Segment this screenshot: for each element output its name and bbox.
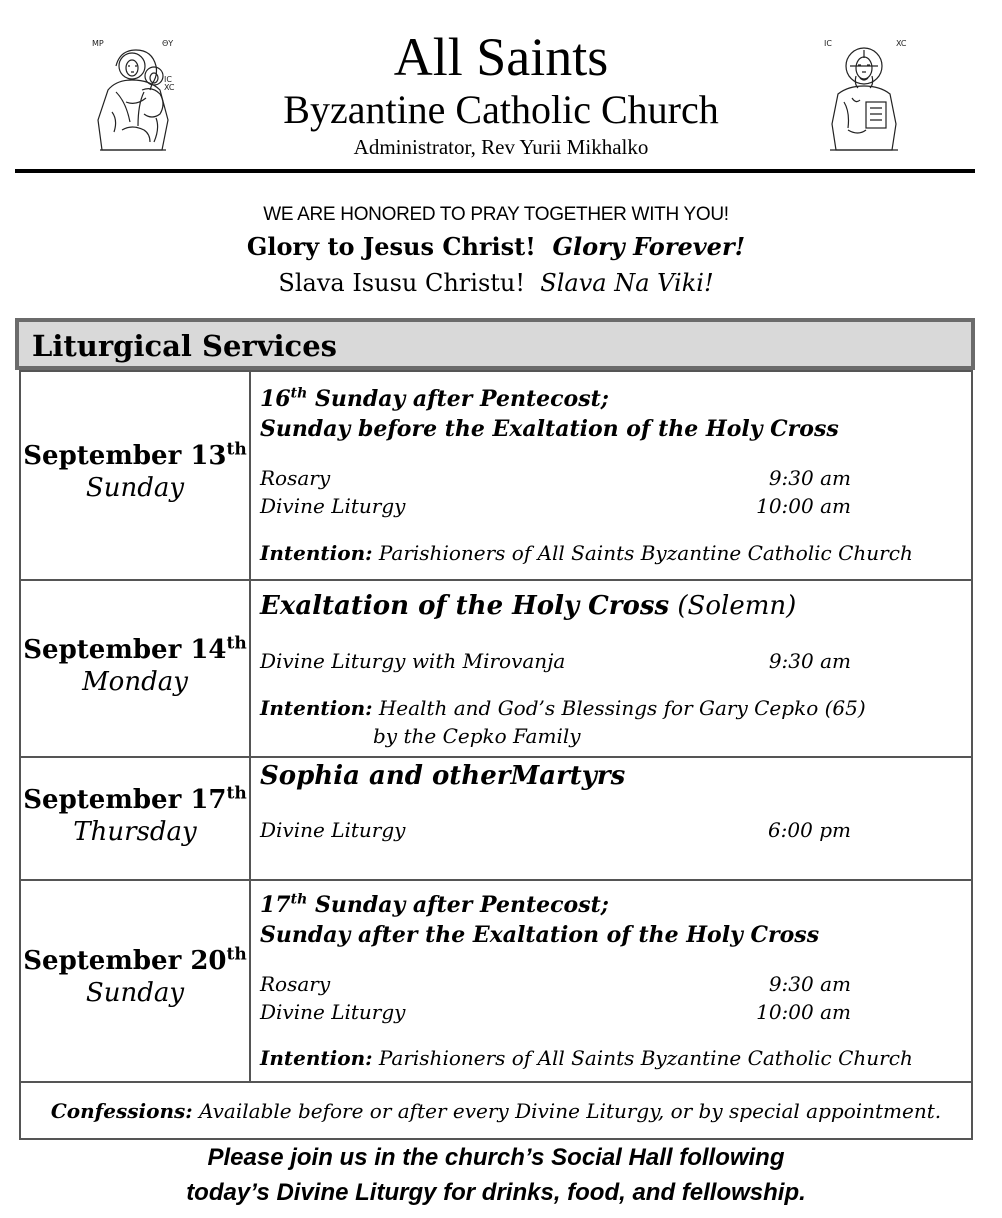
- row-divider: [21, 879, 971, 881]
- church-subtitle: Byzantine Catholic Church: [283, 87, 719, 132]
- greeting-slavonic: [0, 267, 992, 299]
- service-date-cell: [21, 635, 249, 699]
- service-weekday: Thursday: [73, 817, 197, 847]
- greeting-banner: WE ARE HONORED TO PRAY TOGETHER WITH YOU!: [263, 204, 729, 225]
- service-date: September 20th: [23, 944, 247, 976]
- service-time: 9:30 am: [768, 972, 851, 996]
- intention: Intention: Health and God’s Blessings for Gary Cepko (65): [260, 696, 866, 720]
- service-name: Divine Liturgy: [260, 494, 406, 518]
- service-name: Divine Liturgy with Mirovanja: [260, 649, 566, 673]
- row-divider: [21, 579, 971, 581]
- svg-text:XC: XC: [164, 83, 175, 92]
- confessions-note: Confessions: Available before or after every Divine Liturgy, or by special appointment.: [50, 1099, 942, 1123]
- fellowship-invite-line1: Please join us in the church’s Social Hall following: [207, 1144, 785, 1171]
- svg-text:IC: IC: [164, 75, 172, 84]
- services-heading: Liturgical Services: [32, 329, 337, 363]
- service-name: Divine Liturgy: [260, 818, 406, 842]
- greeting-english-b: Glory Forever!: [552, 232, 746, 261]
- service-time: 10:00 am: [756, 1000, 851, 1024]
- row-divider: [21, 1081, 971, 1083]
- intention: Intention: Parishioners of All Saints Byzantine Catholic Church: [260, 541, 913, 565]
- greeting-slavonic-a: Slava Isusu Christu!: [278, 269, 526, 297]
- service-date: September 14th: [23, 633, 247, 665]
- greeting-slavonic-b: Slava Na Viki!: [540, 269, 714, 297]
- service-time: 10:00 am: [756, 494, 851, 518]
- fellowship-invite-line2: today’s Divine Liturgy for drinks, food, and fellowship.: [186, 1179, 806, 1206]
- church-title: All Saints: [393, 27, 609, 87]
- svg-text:IC: IC: [824, 39, 832, 48]
- svg-text:MP: MP: [92, 39, 104, 48]
- service-weekday: Monday: [82, 667, 188, 697]
- christ-pantocrator-icon: [818, 32, 910, 156]
- column-divider: [249, 372, 251, 1081]
- service-date-cell: [21, 946, 249, 1010]
- service-weekday: Sunday: [85, 473, 185, 503]
- bulletin-header: [0, 0, 1002, 175]
- service-date: September 13th: [23, 439, 247, 471]
- row-divider: [21, 756, 971, 758]
- service-name: Divine Liturgy: [260, 1000, 406, 1024]
- administrator-line: Administrator, Rev Yurii Mikhalko: [353, 135, 649, 159]
- intention-continuation: by the Cepko Family: [373, 724, 581, 748]
- feast-title: Sophia and otherMartyrs: [260, 761, 626, 791]
- greeting-english-a: Glory to Jesus Christ!: [246, 232, 536, 261]
- header-divider: [15, 169, 975, 173]
- services-table: [19, 370, 973, 1140]
- service-weekday: Sunday: [85, 978, 185, 1008]
- service-name: Rosary: [260, 972, 331, 996]
- svg-text:ΘΥ: ΘΥ: [162, 39, 174, 48]
- service-date: September 17th: [23, 783, 247, 815]
- feast-title: 17th Sunday after Pentecost;: [260, 891, 609, 918]
- service-time: 9:30 am: [768, 649, 851, 673]
- services-heading-bar: [15, 318, 975, 370]
- service-name: Rosary: [260, 466, 331, 490]
- greeting-english: [0, 231, 992, 263]
- service-date-cell: [21, 785, 249, 849]
- feast-subtitle: Sunday after the Exaltation of the Holy Cross: [260, 922, 820, 948]
- intention: Intention: Parishioners of All Saints Byzantine Catholic Church: [260, 1046, 913, 1070]
- service-time: 9:30 am: [768, 466, 851, 490]
- feast-subtitle: Sunday before the Exaltation of the Holy Cross: [260, 416, 839, 442]
- feast-title: 16th Sunday after Pentecost;: [260, 385, 609, 412]
- svg-text:XC: XC: [896, 39, 907, 48]
- service-date-cell: [21, 441, 249, 505]
- feast-title: Exaltation of the Holy Cross (Solemn): [260, 591, 797, 621]
- service-time: 6:00 pm: [767, 818, 851, 842]
